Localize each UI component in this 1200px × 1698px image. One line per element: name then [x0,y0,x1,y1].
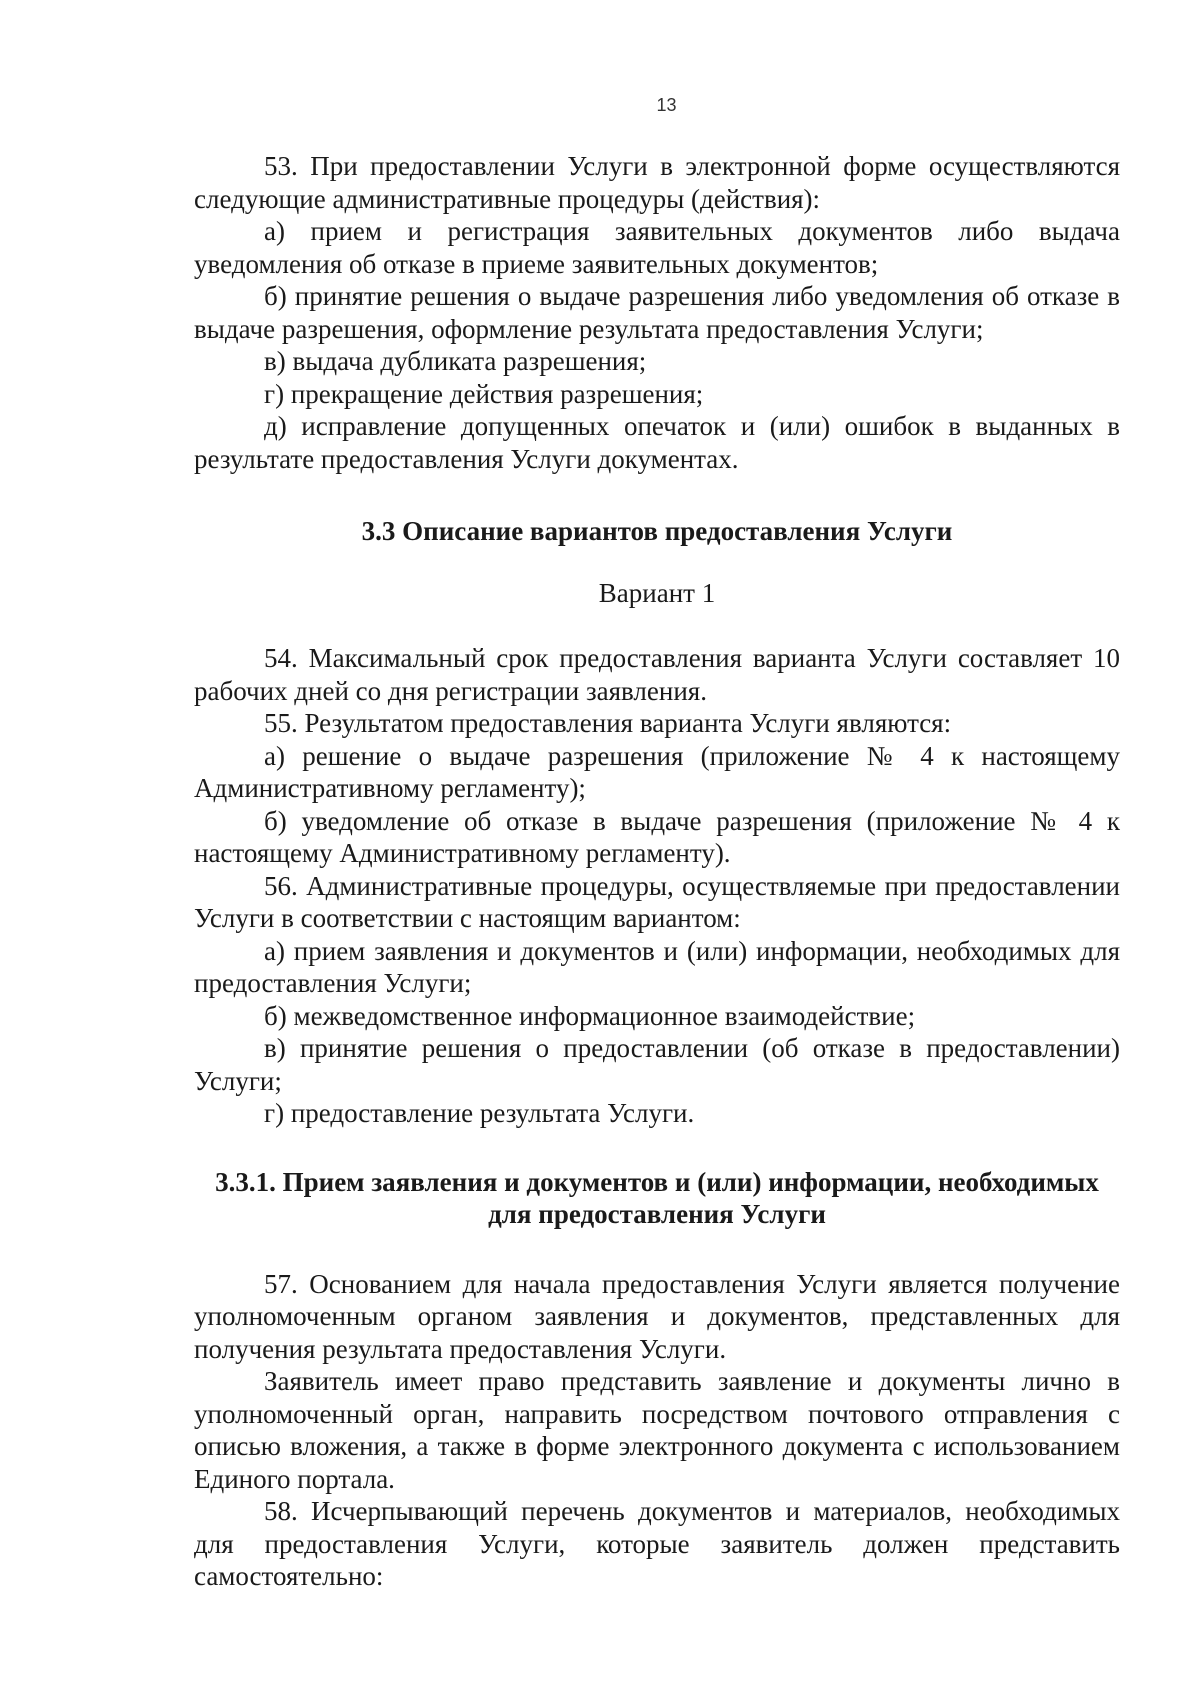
paragraph-53: 53. При предоставлении Услуги в электронной форме осуществляются следующие административные процедуры (действия): [194,151,1120,214]
section-heading-3-3-1: 3.3.1. Прием заявления и документов и (или) информации, необходимых для предоставления Услуги [215,1166,1099,1229]
list-item-53-a: а) прием и регистрация заявительных документов либо выдача уведомления об отказе в приеме заявительных документов; [194,216,1120,279]
list-item-56-v: в) принятие решения о предоставлении (об отказе в предоставлении) Услуги; [194,1033,1120,1096]
list-item-53-v: в) выдача дубликата разрешения; [264,346,647,376]
paragraph-54: 54. Максимальный срок предоставления варианта Услуги составляет 10 рабочих дней со дня регистрации заявления. [194,643,1120,706]
list-item-55-a: а) решение о выдаче разрешения (приложение № 4 к настоящему Административному регламенту); [194,740,1120,803]
paragraph-55: 55. Результатом предоставления варианта Услуги являются: [264,708,952,738]
paragraph-56: 56. Административные процедуры, осуществляемые при предоставлении Услуги в соответствии с настоящим вариантом: [194,870,1120,933]
paragraph-57-applicant-rights: Заявитель имеет право представить заявление и документы лично в уполномоченный орган, направить посредством почтового отправления с описью вложения, а также в форме электронного документа с использованием Единого портала. [194,1366,1120,1494]
paragraph-57: 57. Основанием для начала предоставления Услуги является получение уполномоченным органом заявления и документов, представленных для получения результата предоставления Услуги. [194,1268,1120,1364]
list-item-53-b: б) принятие решения о выдаче разрешения либо уведомления об отказе в выдаче разрешения, оформление результата предоставления Услуги; [194,281,1120,344]
list-item-53-d: д) исправление допущенных опечаток и (или) ошибок в выданных в результате предоставления Услуги документах. [194,411,1120,474]
list-item-55-b: б) уведомление об отказе в выдаче разрешения (приложение № 4 к настоящему Административному регламенту). [194,805,1120,868]
list-item-56-a: а) прием заявления и документов и (или) информации, необходимых для предоставления Услуги; [194,935,1120,998]
list-item-53-g: г) прекращение действия разрешения; [264,378,704,409]
paragraph-58: 58. Исчерпывающий перечень документов и материалов, необходимых для предоставления Услуги, которые заявитель должен представить самостоятельно: [194,1496,1120,1591]
section-heading-3-3: 3.3 Описание вариантов предоставления Услуги [361,516,953,546]
list-item-56-g: г) предоставление результата Услуги. [264,1098,695,1128]
page-number: 13 [656,95,677,115]
variant-heading: Вариант 1 [598,578,716,608]
document-body [194,150,1120,1593]
list-item-56-b: б) межведомственное информационное взаимодействие; [264,1000,916,1031]
